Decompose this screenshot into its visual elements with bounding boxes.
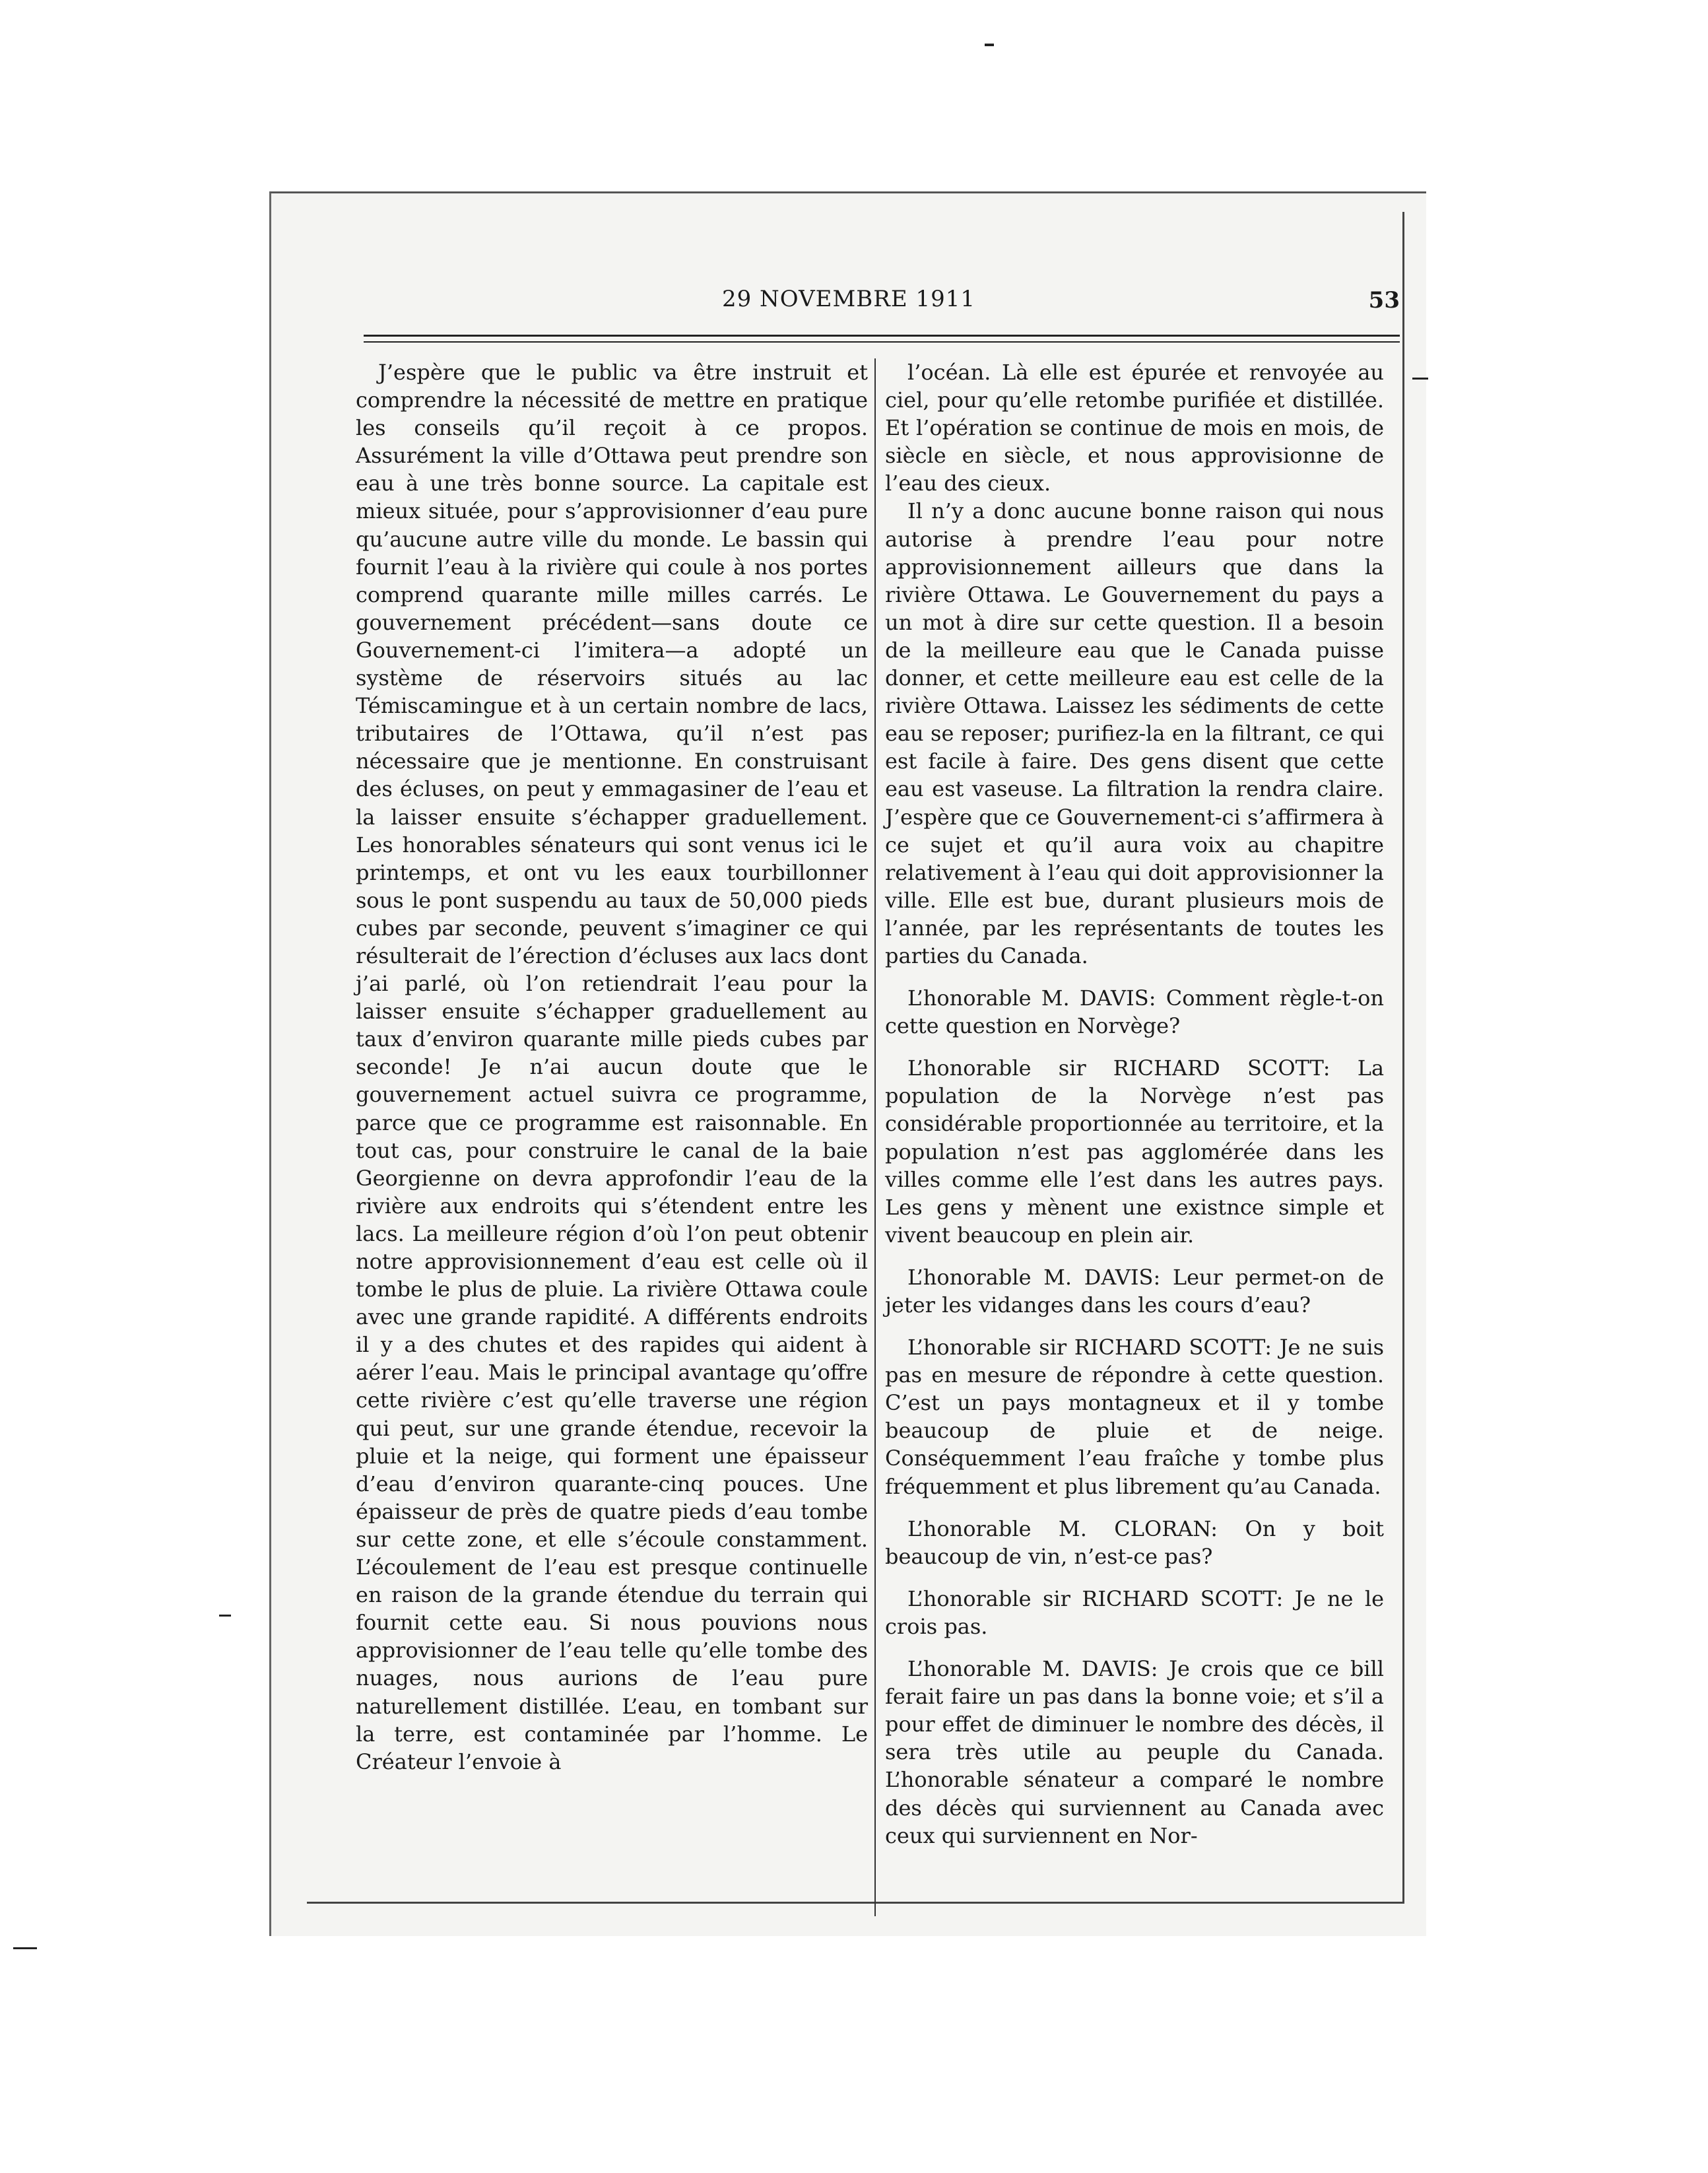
speaker-name: L’honorable M. DAVIS: [907, 1656, 1158, 1682]
scan-mark-right [1412, 378, 1428, 380]
scan-mark-left [219, 1615, 231, 1617]
speech-text: Comment règle-t-on cette question en Norvège? [885, 986, 1384, 1039]
page-number: 53 [1368, 287, 1400, 314]
speech-davis-1 [885, 984, 1384, 1040]
scanned-page [269, 191, 1426, 1936]
speaker-name: L’honorable sir RICHARD SCOTT: [907, 1335, 1272, 1360]
column-divider [874, 358, 876, 1916]
speaker-name: L’honorable sir RICHARD SCOTT: [907, 1586, 1284, 1611]
speech-cloran-1 [885, 1515, 1384, 1570]
speech-davis-3 [885, 1655, 1384, 1850]
header-rule-thin [364, 341, 1400, 343]
speech-scott-1 [885, 1054, 1384, 1249]
speech-text: On y boit beaucoup de vin, n’est-ce pas? [885, 1516, 1384, 1569]
left-column [356, 358, 868, 1776]
speaker-name: L’honorable M. DAVIS: [907, 1264, 1161, 1290]
speech-text: La population de la Norvège n’est pas considérable proportionnée au territoire, et la population n’est pas agglomérée dans les villes comme elle l’est dans les autres pays. Les gens y mènent une existnce simple et vivent beaucoup en plein air. [885, 1055, 1385, 1248]
right-paragraph-1: l’océan. Là elle est épurée et renvoyée au ciel, pour qu’elle retombe purifiée et distillée. Et l’opération se continue de mois en mois, de siècle en siècle, et nous approvisionne de l’eau des cieux. [885, 360, 1384, 496]
speech-text: Je ne suis pas en mesure de répondre à cette question. C’est un pays montagneux et il y tombe beaucoup de pluie et de neige. Conséquemment l’eau fraîche y tombe plus fréquemment et plus librement qu’au Canada. [885, 1335, 1385, 1499]
scan-mark-bottom-left [13, 1947, 37, 1949]
speaker-name: L’honorable M. CLORAN: [907, 1516, 1218, 1541]
speech-scott-2 [885, 1333, 1384, 1500]
speech-text: Leur permet-on de jeter les vidanges dans les cours d’eau? [885, 1264, 1385, 1318]
speech-scott-3 [885, 1585, 1384, 1640]
speaker-name: L’honorable sir RICHARD SCOTT: [907, 1055, 1330, 1081]
left-paragraph-1: J’espère que le public va être instruit et comprendre la nécessité de mettre en pratique les conseils qu’il reçoit à ce propos. Assurément la ville d’Ottawa peut prendre son eau à une très bonne source. La capitale est mieux située, pour s’approvisionner d’eau pure qu’aucune autre ville du monde. Le bassin qui fournit l’eau à la rivière qui coule à nos portes comprend quarante mille milles carrés. Le gouvernement précédent—sans doute ce Gouvernement-ci l’imitera—a adopté un système de réservoirs situés au lac Témiscamingue et à un certain nombre de lacs, tributaires de l’Ottawa, qu’il n’est pas nécessaire que je mentionne. En construisant des écluses, on peut y emmagasiner de l’eau et la laisser ensuite s’échapper graduellement. Les honorables sénateurs qui sont venus ici le printemps, et ont vu les eaux tourbillonner sous le pont suspendu au taux de 50,000 pieds cubes par seconde, peuvent s’imaginer ce qui résulterait de l’érection d’écluses aux lacs dont j’ai parlé, où l’on retiendrait l’eau pour la laisser ensuite s’échapper graduellement au taux d’environ quarante mille pieds cubes par seconde! Je n’ai aucun doute que le gouvernement actuel suivra ce programme, parce que ce programme est raisonnable. En tout cas, pour construire le canal de la baie Georgienne on devra approfondir l’eau de la rivière aux endroits qui s’étendent entre les lacs. La meilleure région d’où l’on peut obtenir notre approvisionnement d’eau est celle où il tombe le plus de pluie. La rivière Ottawa coule avec une grande rapidité. A différents endroits il y a des chutes et des rapides qui aident à aérer l’eau. Mais le principal avantage qu’offre cette rivière c’est qu’elle traverse une région qui peut, sur une grande étendue, recevoir la pluie et la neige, qui forment une épaisseur d’eau d’environ quarante-cinq pouces. Une épaisseur de près de quatre pieds d’eau tombe sur cette zone, et elle s’écoule constamment. L’écoulement de l’eau est presque continuelle en raison de la grande étendue du terrain qui fournit cette eau. Si nous pouvions nous approvisionner de l’eau telle qu’elle tombe des nuages, nous aurions de l’eau pure naturellement distillée. L’eau, en tombant sur la terre, est contaminée par l’homme. Le Créateur l’envoie à [356, 360, 868, 1774]
speech-text: Je ne le crois pas. [885, 1586, 1385, 1639]
speech-davis-2 [885, 1263, 1384, 1319]
page-header-date: 29 NOVEMBRE 1911 [721, 286, 976, 312]
right-paragraph-2: Il n’y a donc aucune bonne raison qui nous autorise à prendre l’eau pour notre approvisionnement ailleurs que dans la rivière Ottawa. Le Gouvernement du pays a un mot à dire sur cette question. Il a besoin de la meilleure eau que le Canada puisse donner, et cette meilleure eau est celle de la rivière Ottawa. Laissez les sédiments de cette eau se reposer; purifiez-la en la filtrant, ce qui est facile à faire. Des gens disent que cette eau est vaseuse. La filtration la rendra claire. J’espère que ce Gouvernement-ci s’affirmera à ce sujet et qu’il aura voix au chapitre relativement à l’eau qui doit approvisionner la ville. Elle est bue, durant plusieurs mois de l’année, par les représentants de toutes les parties du Canada. [885, 498, 1384, 968]
speech-text: Je crois que ce bill ferait faire un pas dans la bonne voie; et s’il a pour effet de diminuer le nombre des décès, il sera très utile au peuple du Canada. L’honorable sénateur a comparé le nombre des décès qui surviennent au Canada avec ceux qui surviennent en Nor- [885, 1656, 1384, 1848]
header-rule-thick [364, 335, 1400, 337]
speaker-name: L’honorable M. DAVIS: [907, 986, 1156, 1011]
right-column [885, 358, 1384, 1850]
scan-mark-top [985, 44, 994, 46]
